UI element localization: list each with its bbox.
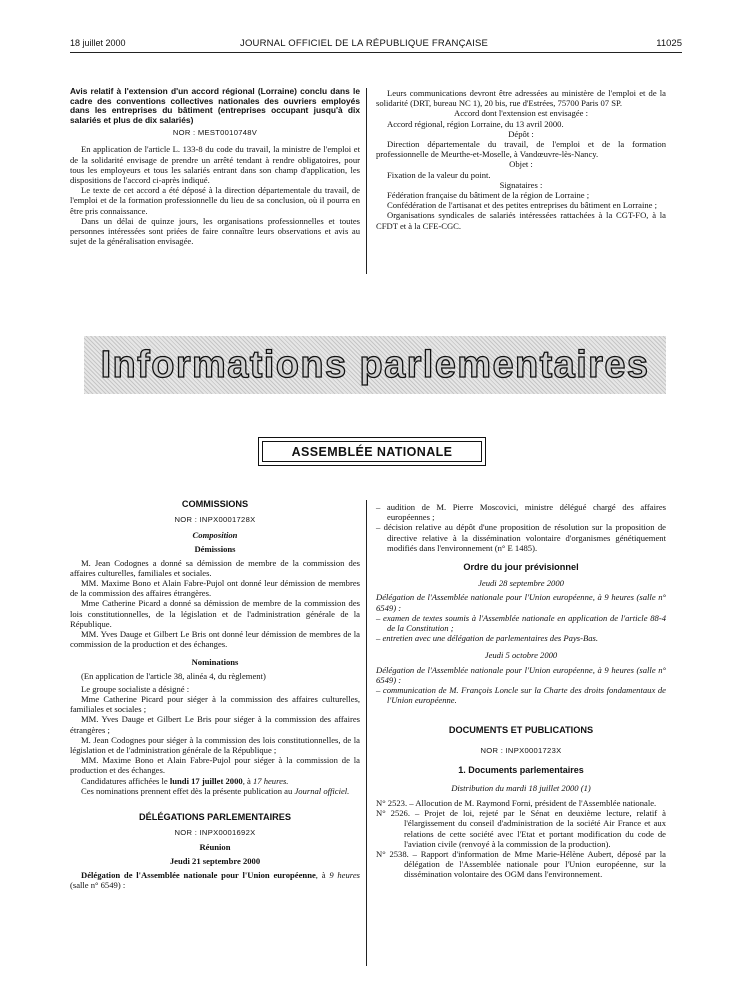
reunion-text: , à — [315, 869, 330, 880]
journal-title: JOURNAL OFFICIEL DE LA RÉPUBLIQUE FRANÇAISE — [240, 38, 489, 49]
column-divider — [366, 500, 367, 966]
document-entry: N° 2523. – Allocution de M. Raymond Forni, président de l'Assemblée nationale. — [376, 798, 657, 809]
demission-item: Mme Catherine Picard a donné sa démission de membre de la commission des lois constitutionnelles, de la législation et de l'administration générale de la République. — [70, 598, 360, 629]
header-rule — [70, 52, 682, 53]
avis-section — [70, 87, 360, 246]
signataire-item: Organisations syndicales de salariés intéressées rattachées à la CGT-FO, à la CFDT et à la CFE-CGC. — [376, 210, 666, 231]
avis-paragraph: Dans un délai de quinze jours, les organisations professionnelles et toutes personnes intéressées sont priées de faire connaître leurs observations et avis au sujet de la généralisation envisagée. — [70, 215, 360, 247]
agenda-item: – décision relative au dépôt d'une proposition de résolution sur la proposition de directive relative à la dissémination volontaire d'organismes génétiquement modifiés dans l'environnement (n° E 1485). — [376, 522, 666, 553]
objet-label: Objet : — [509, 159, 533, 170]
signataires-label: Signataires : — [499, 179, 543, 190]
candidatures-line — [70, 776, 360, 786]
reunion-line — [70, 870, 360, 890]
cand-hour: 17 heures. — [252, 775, 289, 786]
odj-date: Jeudi 28 septembre 2000 — [478, 578, 564, 589]
signataire-item: Confédération de l'artisanat et des petites entreprises du bâtiment en Lorraine ; — [387, 200, 658, 211]
effet-line — [70, 786, 360, 796]
nomination-item: MM. Yves Dauge et Gilbert Le Bris pour siéger à la commission des affaires étrangères ; — [70, 714, 360, 735]
commissions-title: COMMISSIONS — [181, 499, 249, 509]
avis-title: Avis relatif à l'extension d'un accord régional (Lorraine) conclu dans le cadre des conventions collectives nationales des ouvriers employés dans les entreprises du bâtiment (entreprises occupant jusqu'à dix salariés et plus de dix salariés) — [70, 86, 360, 125]
journal-officiel: Journal officiel. — [294, 785, 350, 796]
document-entry: N° 2538. – Rapport d'information de Mme Marie-Hélène Aubert, déposé par la délégation de l'Assemblée nationale pour l'Union européenne, sur la dissémination volontaire des OGM dans l'environnement. — [376, 849, 666, 880]
page-number: 11025 — [656, 38, 682, 49]
reunion-date: Jeudi 21 septembre 2000 — [169, 856, 261, 867]
section-banner — [84, 336, 666, 394]
objet-text: Fixation de la valeur du point. — [387, 169, 491, 180]
avis-nor: NOR : MEST0010748V — [172, 128, 258, 138]
delegations-nor: NOR : INPX0001692X — [174, 828, 256, 838]
demission-item: M. Jean Codognes a donné sa démission de membre de la commission des affaires culturelles, familiales et sociales. — [70, 557, 360, 578]
odj-item: – communication de M. François Loncle sur la Charte des droits fondamentaux de l'Union européenne. — [376, 685, 666, 706]
assemblee-box — [258, 437, 486, 466]
effet-text: Ces nominations prennent effet dès la présente publication au — [81, 785, 295, 796]
docs-nor: NOR : INPX0001723X — [480, 745, 562, 755]
assemblee-title: ASSEMBLÉE NATIONALE — [262, 441, 482, 462]
distribution-line: Distribution du mardi 18 juillet 2000 (1) — [451, 782, 591, 793]
nomination-item: MM. Maxime Bono et Alain Fabre-Pujol pour siéger à la commission de la production et des échanges. — [70, 755, 360, 776]
nominations-intro: (En application de l'article 38, alinéa 4, du règlement) — [81, 670, 266, 681]
banner-title: Informations parlementaires — [100, 344, 650, 386]
avis-details — [376, 88, 666, 231]
delegation-name: Délégation de l'Assemblée nationale pour l'Union européenne — [81, 869, 316, 880]
composition-heading: Composition — [192, 530, 238, 541]
communication-address: Leurs communications devront être adressées au ministère de l'emploi et de la solidarité (DRT, bureau NC 1), 20 bis, rue d'Estrées, 75700 Paris 07 SP. — [376, 88, 666, 109]
demissions-heading: Démissions — [194, 544, 236, 555]
agenda-item: – audition de M. Pierre Moscovici, ministre délégué chargé des affaires européennes ; — [376, 502, 666, 523]
odj-delegation: Délégation de l'Assemblée nationale pour l'Union européenne, à 9 heures (salle n° 6549) : — [376, 592, 666, 613]
nominations-heading: Nominations — [191, 657, 239, 668]
demission-item: MM. Maxime Bono et Alain Fabre-Pujol ont donné leur démission de membres de la commission des affaires étrangères. — [70, 578, 360, 599]
reunion-hour: 9 heures — [329, 869, 360, 880]
page-header — [70, 38, 682, 52]
header-date: 18 juillet 2000 — [70, 38, 126, 48]
reunion-heading: Réunion — [199, 842, 231, 853]
nomination-item: M. Jean Codognes pour siéger à la commission des lois constitutionnelles, de la législation et de l'administration générale de la République ; — [70, 734, 360, 756]
avis-paragraph: En application de l'article L. 133-8 du code du travail, la ministre de l'emploi et de la solidarité envisage de prendre un arrêté tendant à rendre obligatoires, pour tous les employeurs et tous les salariés entrant dans son champ d'application, les dispositions de l'accord ci-après indiqué. — [70, 144, 360, 185]
odj-item: – examen de textes soumis à l'Assemblée nationale en application de l'article 88-4 de la Constitution ; — [376, 612, 666, 634]
depot-label: Dépôt : — [508, 128, 534, 139]
odj-date: Jeudi 5 octobre 2000 — [484, 650, 558, 661]
reunion-room: (salle n° 6549) : — [70, 879, 126, 890]
avis-paragraph: Le texte de cet accord a été déposé à la direction départementale du travail, de l'emploi et de la formation professionnelle du lieu de sa conclusion, où il pourra en être pris connaissance. — [70, 185, 360, 216]
commissions-section — [70, 499, 360, 890]
accord-label: Accord dont l'extension est envisagée : — [454, 108, 588, 119]
cand-date: lundi 17 juillet 2000 — [169, 775, 243, 786]
depot-text: Direction départementale du travail, de l'emploi et de la formation professionnelle de Meurthe-et-Moselle, à Vandœuvre-lès-Nancy. — [376, 139, 666, 160]
delegations-title: DÉLÉGATIONS PARLEMENTAIRES — [138, 812, 292, 823]
docs-subtitle: 1. Documents parlementaires — [458, 764, 584, 775]
document-entry: N° 2526. – Projet de loi, rejeté par le Sénat en deuxième lecture, relatif à l'élargissement du conseil d'administration de la société Air France et aux relations de cette société avec l'Etat et portant modification du code de l'aviation civile (renvoyé à la commission de la production). — [376, 808, 666, 849]
nomination-item: Le groupe socialiste a désigné : — [81, 683, 190, 694]
odj-delegation: Délégation de l'Assemblée nationale pour l'Union européenne, à 9 heures (salle n° 6549) : — [376, 664, 666, 685]
demission-item: MM. Yves Dauge et Gilbert Le Bris ont donné leur démission de membres de la commission de la production et des échanges. — [70, 629, 360, 650]
right-column — [376, 502, 666, 880]
odj-title: Ordre du jour prévisionnel — [463, 562, 579, 573]
cand-text: Candidatures affichées le — [81, 775, 170, 786]
odj-item: – entretien avec une délégation de parlementaires des Pays-Bas. — [376, 633, 599, 644]
docs-title: DOCUMENTS ET PUBLICATIONS — [448, 725, 594, 736]
commissions-nor: NOR : INPX0001728X — [174, 515, 256, 525]
column-divider — [366, 88, 367, 274]
accord-text: Accord régional, région Lorraine, du 13 avril 2000. — [387, 118, 564, 129]
cand-text: , à — [242, 775, 253, 786]
signataire-item: Fédération française du bâtiment de la région de Lorraine ; — [387, 190, 590, 201]
nomination-item: Mme Catherine Picard pour siéger à la commission des affaires culturelles, familiales et sociales ; — [70, 694, 360, 715]
